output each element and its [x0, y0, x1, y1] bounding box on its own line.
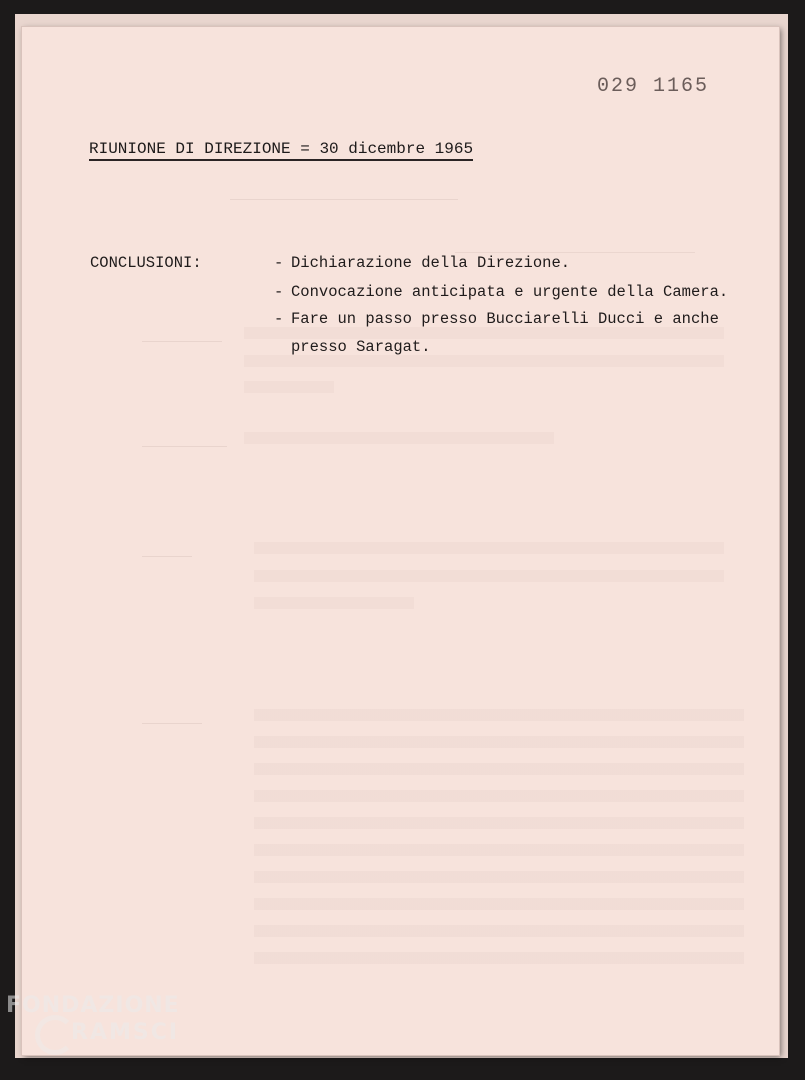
document-page	[22, 27, 779, 1055]
list-item: Dichiarazione della Direzione.	[291, 254, 571, 272]
conclusions-label: CONCLUSIONI:	[90, 254, 202, 272]
watermark-line1: FONDAZIONE	[6, 993, 180, 1018]
list-item-continuation: presso Saragat.	[291, 338, 431, 356]
list-item: Convocazione anticipata e urgente della Camera.	[291, 283, 729, 301]
fondazione-gramsci-watermark	[3, 990, 203, 1072]
document-number: 029 1165	[597, 75, 710, 98]
watermark-line2: RAMSCI	[71, 1020, 180, 1045]
page-title: RIUNIONE DI DIREZIONE = 30 dicembre 1965	[89, 140, 473, 161]
list-bullet: -	[274, 254, 284, 272]
list-bullet: -	[274, 310, 284, 328]
list-bullet: -	[274, 283, 284, 301]
list-item: Fare un passo presso Bucciarelli Ducci e anche	[291, 310, 719, 328]
g-logo-icon	[35, 1015, 75, 1055]
